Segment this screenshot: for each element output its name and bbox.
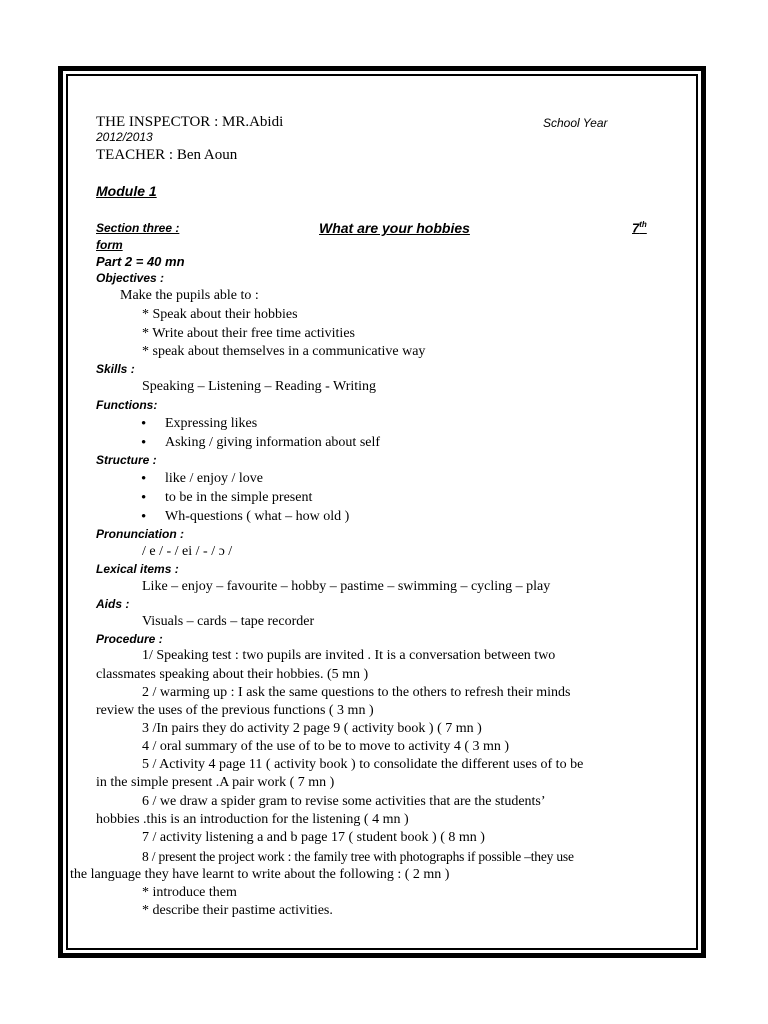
- objective-item: * Write about their free time activities: [142, 326, 355, 341]
- procedure-line: 8 / present the project work : the family tree with photographs if possible –they use: [142, 849, 574, 864]
- procedure-line: 3 /In pairs they do activity 2 page 9 ( activity book ) ( 7 mn ): [142, 721, 482, 736]
- procedure-line: review the uses of the previous functions ( 3 mn ): [96, 703, 374, 718]
- procedure-label: Procedure :: [96, 632, 163, 646]
- lexical-label: Lexical items :: [96, 562, 179, 576]
- aids-text: Visuals – cards – tape recorder: [142, 614, 315, 629]
- teacher-line: TEACHER : Ben Aoun: [96, 147, 238, 163]
- school-year-value: 2012/2013: [96, 130, 153, 144]
- function-item: • Expressing likes: [165, 417, 257, 431]
- form-label: form: [96, 238, 123, 252]
- procedure-line: in the simple present .A pair work ( 7 mn ): [96, 775, 335, 790]
- section-label: Section three :: [96, 221, 180, 235]
- pronunciation-text: / e / - / ei / - / ɔ /: [142, 544, 233, 559]
- inspector-line: THE INSPECTOR : MR.Abidi: [96, 114, 284, 130]
- procedure-line: 5 / Activity 4 page 11 ( activity book ) to consolidate the different uses of to be: [142, 757, 584, 772]
- procedure-line: classmates speaking about their hobbies. (5 mn ): [96, 667, 369, 682]
- procedure-line: 1/ Speaking test : two pupils are invited . It is a conversation between two: [142, 648, 556, 663]
- module-heading: Module 1: [96, 183, 157, 199]
- grade-suffix: th: [639, 220, 647, 229]
- procedure-line: hobbies .this is an introduction for the listening ( 4 mn ): [96, 812, 409, 827]
- grade-number: 7: [632, 220, 640, 236]
- objective-item: * Speak about their hobbies: [142, 307, 298, 322]
- procedure-line: 6 / we draw a spider gram to revise some activities that are the students’: [142, 794, 546, 809]
- procedure-line: 4 / oral summary of the use of to be to move to activity 4 ( 3 mn ): [142, 739, 510, 754]
- lesson-title: What are your hobbies: [319, 220, 470, 236]
- aids-label: Aids :: [96, 597, 130, 611]
- structure-item: • like / enjoy / love: [165, 472, 263, 486]
- lexical-text: Like – enjoy – favourite – hobby – pastime – swimming – cycling – play: [142, 579, 551, 594]
- functions-label: Functions:: [96, 398, 158, 412]
- grade-level: [632, 221, 647, 234]
- part-label: Part 2 = 40 mn: [96, 254, 185, 269]
- objectives-intro: Make the pupils able to :: [120, 288, 259, 303]
- procedure-line: the language they have learnt to write about the following : ( 2 mn ): [70, 867, 450, 882]
- skills-label: Skills :: [96, 362, 135, 376]
- procedure-line: * introduce them: [142, 885, 237, 900]
- structure-label: Structure :: [96, 453, 157, 467]
- structure-item: • Wh-questions ( what – how old ): [165, 510, 349, 524]
- skills-text: Speaking – Listening – Reading - Writing: [142, 379, 377, 394]
- structure-item: • to be in the simple present: [165, 491, 312, 505]
- procedure-line: * describe their pastime activities.: [142, 903, 333, 918]
- procedure-line: 7 / activity listening a and b page 17 ( student book ) ( 8 mn ): [142, 830, 485, 845]
- function-item: • Asking / giving information about self: [165, 436, 380, 450]
- procedure-line: 2 / warming up : I ask the same questions to the others to refresh their minds: [142, 685, 571, 700]
- school-year-label: School Year: [543, 116, 608, 130]
- pronunciation-label: Pronunciation :: [96, 527, 184, 541]
- objectives-label: Objectives :: [96, 271, 165, 285]
- objective-item: * speak about themselves in a communicative way: [142, 344, 426, 359]
